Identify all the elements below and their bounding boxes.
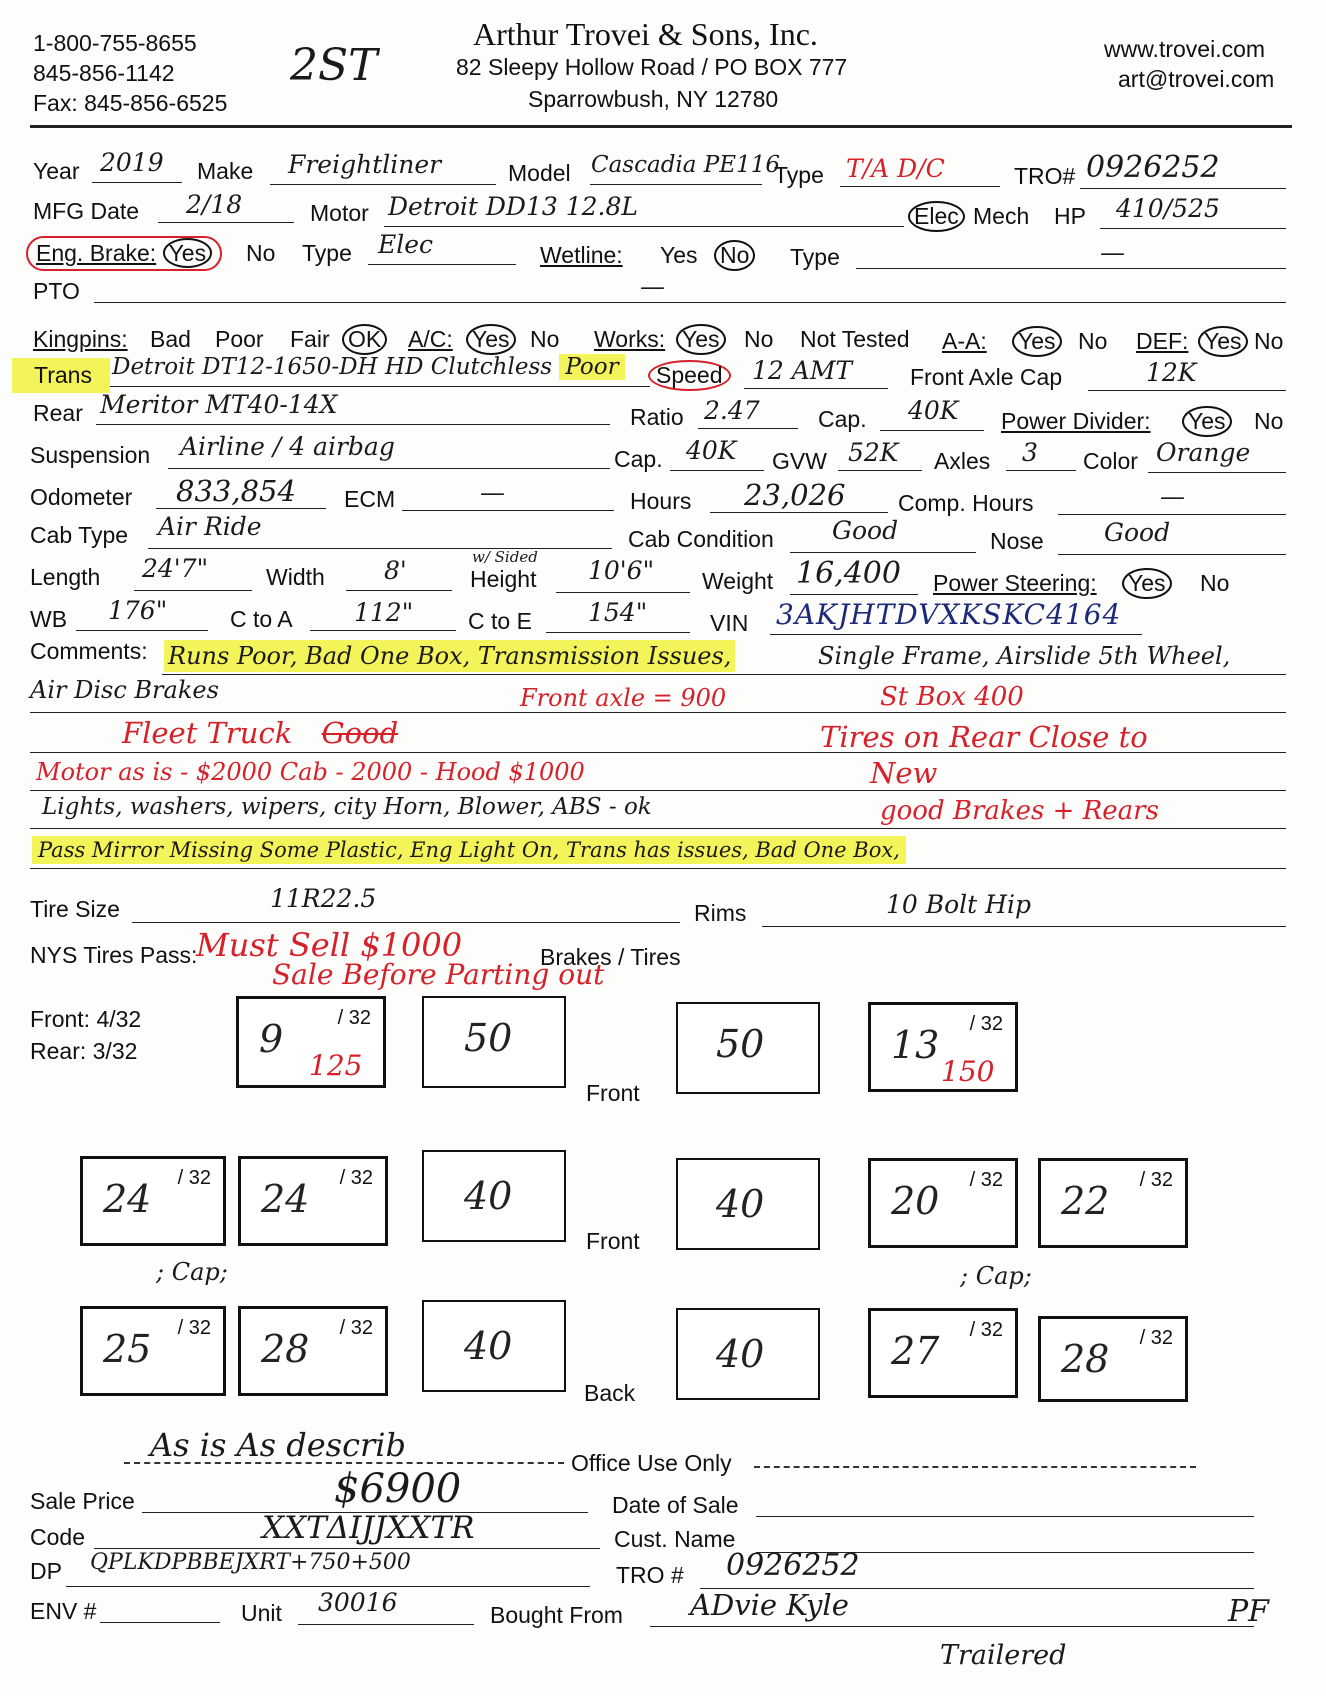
of-32-label: / 32: [177, 1317, 211, 1339]
tire-tread-value: 27: [891, 1329, 940, 1373]
kingpins-ok[interactable]: OK: [342, 324, 387, 355]
comment-line-4-red-2: New: [870, 756, 938, 790]
office-dash-right: [754, 1466, 1196, 1468]
tire-box-drive-front-outer-right[interactable]: [1038, 1158, 1188, 1248]
wetline-yes[interactable]: Yes: [660, 242, 698, 268]
comment-line-6-rule: [30, 868, 1286, 869]
hours-line: [710, 512, 888, 513]
tire-tread-value: 25: [103, 1327, 152, 1371]
year-label: Year: [33, 158, 80, 184]
tire-box-drive-front-outer-left[interactable]: [80, 1156, 226, 1246]
power-steering-label: Power Steering:: [933, 570, 1097, 596]
nose-line: [1058, 554, 1286, 555]
initials: PF: [1228, 1594, 1270, 1629]
axles-line: [1006, 470, 1076, 471]
eng-brake-label: Eng. Brake:: [36, 240, 157, 266]
rear-cap-label: Cap.: [818, 406, 867, 432]
wetline-label: Wetline:: [540, 242, 623, 268]
comment-line-3-red-group: [122, 716, 398, 750]
suspension-label: Suspension: [30, 442, 151, 468]
c-to-a-value[interactable]: 112": [354, 598, 414, 627]
tire-tread-value: 28: [1061, 1337, 1110, 1381]
hours-value[interactable]: 23,026: [744, 478, 846, 512]
comment-line-1: Single Frame, Airslide 5th Wheel,: [818, 642, 1231, 670]
tire-tread-value: 28: [261, 1327, 310, 1371]
wetline-type-line: [856, 268, 1286, 269]
cap-note-left: ; Cap;: [156, 1258, 228, 1286]
year-value[interactable]: 2019: [100, 148, 164, 177]
vin-value[interactable]: 3AKJHTDVXKSKC4164: [776, 598, 1122, 631]
nys-note-1: Must Sell $1000: [196, 926, 463, 964]
speed-label: Speed: [648, 360, 731, 391]
trans-line: [110, 386, 650, 387]
tro-office-value[interactable]: 0926252: [726, 1548, 860, 1583]
eng-brake-type-value[interactable]: Elec: [378, 230, 434, 259]
works-no[interactable]: No: [744, 326, 774, 352]
sale-price-value[interactable]: $6900: [334, 1466, 462, 1512]
color-label: Color: [1083, 448, 1138, 474]
cust-name-label: Cust. Name: [614, 1526, 736, 1552]
tire-tread-value: 24: [261, 1177, 310, 1221]
vin-label: VIN: [710, 610, 749, 636]
nose-value[interactable]: Good: [1104, 518, 1171, 547]
axle-label-front-1: Front: [586, 1080, 640, 1106]
bought-from-line: [650, 1626, 1254, 1627]
rims-value[interactable]: 10 Bolt Hip: [886, 890, 1031, 919]
ratio-value[interactable]: 2.47: [704, 396, 760, 425]
aa-label: A-A:: [942, 328, 987, 354]
dp-value[interactable]: QPLKDPBBEJXRT+750+500: [90, 1550, 411, 1575]
pto-value[interactable]: —: [640, 272, 665, 301]
hp-label: HP: [1054, 203, 1086, 229]
width-line: [346, 590, 452, 591]
gvw-line: [838, 470, 922, 471]
tro-line: [1080, 188, 1286, 189]
tire-box-steer-right[interactable]: [868, 1002, 1018, 1092]
front-tread-depth: Front: 4/32: [30, 1006, 142, 1032]
def-no[interactable]: No: [1254, 328, 1284, 354]
odometer-line: [156, 508, 326, 509]
speed-value[interactable]: 12 AMT: [752, 356, 853, 385]
cab-condition-label: Cab Condition: [628, 526, 774, 552]
comment-line-2-red: Front axle = 900: [520, 684, 727, 712]
type-value[interactable]: T/A D/C: [846, 154, 945, 183]
nys-note-2: Sale Before Parting out: [272, 958, 605, 991]
gvw-value[interactable]: 52K: [848, 438, 899, 467]
width-value[interactable]: 8': [384, 556, 407, 585]
brake-percent-value: 50: [716, 1022, 765, 1066]
comment-line-1-highlighted: Runs Poor, Bad One Box, Transmission Issues,: [164, 640, 735, 672]
rear-tread-depth: Rear: 3/32: [30, 1038, 138, 1064]
axles-value[interactable]: 3: [1022, 438, 1038, 467]
power-divider-no[interactable]: No: [1254, 408, 1284, 434]
tire-tread-value: 24: [103, 1177, 152, 1221]
comment-line-3-red-2: Tires on Rear Close to: [820, 720, 1148, 754]
header-divider: [30, 125, 1292, 128]
front-axle-cap-value[interactable]: 12K: [1146, 358, 1197, 387]
c-to-e-label: C to E: [468, 608, 532, 634]
as-is-note: As is As describ: [150, 1426, 407, 1464]
power-steering-yes[interactable]: Yes: [1122, 568, 1172, 599]
tro-office-label: TRO #: [616, 1562, 684, 1588]
make-label: Make: [197, 158, 254, 184]
nys-tires-pass-label: NYS Tires Pass:: [30, 942, 198, 968]
eng-brake-group: [26, 236, 222, 271]
tro-label: TRO#: [1014, 163, 1076, 189]
comment-line-6-highlighted: Pass Mirror Missing Some Plastic, Eng Light On, Trans has issues, Bad One Box,: [32, 836, 906, 864]
cab-type-line: [148, 548, 612, 549]
cab-condition-line: [790, 552, 976, 553]
gvw-label: GVW: [772, 448, 827, 474]
comment-line-5: Lights, washers, wipers, city Horn, Blower, ABS - ok: [42, 794, 652, 820]
kingpins-poor[interactable]: Poor: [215, 326, 264, 352]
type-line: [840, 186, 1000, 187]
rear-cap-line: [880, 430, 984, 431]
tire-size-value[interactable]: 11R22.5: [270, 884, 377, 913]
rear-value[interactable]: Meritor MT40-14X: [100, 390, 338, 419]
elec-option[interactable]: Elec: [908, 201, 965, 232]
tire-tread-value: 22: [1061, 1179, 1110, 1223]
make-value[interactable]: Freightliner: [288, 150, 442, 179]
of-32-label: / 32: [969, 1169, 1003, 1191]
model-label: Model: [508, 160, 571, 186]
rear-label: Rear: [33, 400, 83, 426]
website-link[interactable]: www.trovei.com: [1104, 36, 1266, 62]
make-line: [270, 184, 496, 185]
ratio-label: Ratio: [630, 404, 684, 430]
trans-value-group: [112, 354, 625, 380]
address-line-2: Sparrowbush, NY 12780: [528, 86, 779, 112]
length-value[interactable]: 24'7": [142, 554, 209, 583]
brakes-tires-label: Brakes / Tires: [540, 944, 681, 970]
comment-line-5-red: good Brakes + Rears: [880, 796, 1159, 826]
c-to-e-value[interactable]: 154": [588, 598, 648, 627]
comp-hours-line: [1058, 514, 1286, 515]
brake-percent-value: 40: [716, 1182, 765, 1226]
ratio-line: [698, 428, 798, 429]
comp-hours-label: Comp. Hours: [898, 490, 1034, 516]
c-to-a-line: [310, 630, 456, 631]
model-value[interactable]: Cascadia PE116: [591, 152, 780, 178]
wetline-no[interactable]: No: [714, 240, 755, 271]
comments-label: Comments:: [30, 638, 148, 664]
of-32-label: / 32: [339, 1317, 373, 1339]
tire-box-drive-rear-inner-right[interactable]: [868, 1308, 1018, 1398]
tire-box-drive-front-brake-right[interactable]: [676, 1158, 820, 1250]
odometer-value[interactable]: 833,854: [176, 474, 296, 508]
comment-line-3-red: Fleet Truck: [122, 716, 293, 750]
cab-condition-value[interactable]: Good: [832, 516, 899, 545]
pto-line: [94, 302, 1286, 303]
tire-box-drive-rear-outer-left[interactable]: [80, 1306, 226, 1396]
tire-tread-value: 20: [891, 1179, 940, 1223]
office-use-only-label: Office Use Only: [571, 1450, 732, 1476]
power-steering-no[interactable]: No: [1200, 570, 1230, 596]
env-label: ENV #: [30, 1598, 97, 1624]
axles-label: Axles: [934, 448, 991, 474]
speed-line: [744, 388, 888, 389]
of-32-label: / 32: [969, 1013, 1003, 1035]
brake-value: 125: [309, 1049, 363, 1082]
odometer-label: Odometer: [30, 484, 133, 510]
ac-yes[interactable]: Yes: [466, 324, 516, 355]
works-yes[interactable]: Yes: [676, 324, 726, 355]
comment-line-2-red-2: St Box 400: [880, 682, 1024, 712]
year-line: [92, 182, 182, 183]
tire-box-brake-left[interactable]: [422, 996, 566, 1088]
hp-value[interactable]: 410/525: [1116, 194, 1220, 223]
tire-box-drive-rear-brake-right[interactable]: [676, 1308, 820, 1400]
weight-line: [790, 594, 918, 595]
mfg-date-label: MFG Date: [33, 198, 140, 224]
cab-type-label: Cab Type: [30, 522, 129, 548]
cap-note-right: ; Cap;: [960, 1262, 1032, 1290]
comment-line-4-rule: [30, 790, 1286, 791]
comment-line-2: Air Disc Brakes: [30, 676, 219, 704]
front-axle-cap-line: [1088, 390, 1286, 391]
eng-brake-no[interactable]: No: [246, 240, 276, 266]
dp-line: [66, 1586, 590, 1587]
def-yes[interactable]: Yes: [1198, 326, 1248, 357]
c-to-e-line: [546, 632, 690, 633]
def-label: DEF:: [1136, 328, 1189, 354]
tire-size-label: Tire Size: [30, 896, 120, 922]
tire-box-drive-rear-inner-left[interactable]: [238, 1306, 388, 1396]
brake-percent-value: 50: [464, 1016, 513, 1060]
comment-line-1-rule: [162, 674, 1286, 675]
height-line: [556, 592, 690, 593]
mfg-date-line: [158, 222, 294, 223]
tire-box-brake-right[interactable]: [676, 1002, 820, 1094]
trans-note: Poor: [559, 354, 624, 380]
wetline-type-value[interactable]: —: [1100, 238, 1125, 267]
tire-box-drive-front-inner-left[interactable]: [238, 1156, 388, 1246]
works-label: Works:: [594, 326, 666, 352]
unit-line: [298, 1624, 474, 1625]
brake-percent-value: 40: [464, 1174, 513, 1218]
color-line: [1148, 472, 1286, 473]
rear-cap-value[interactable]: 40K: [908, 396, 959, 425]
vin-line: [770, 634, 1142, 635]
office-dash-left: [124, 1462, 564, 1464]
of-32-label: / 32: [969, 1319, 1003, 1341]
comment-line-4-red: Motor as is - $2000 Cab - 2000 - Hood $1000: [36, 758, 585, 786]
power-divider-label: Power Divider:: [1001, 408, 1151, 434]
comment-line-3-rule: [30, 752, 1286, 753]
code-label: Code: [30, 1524, 85, 1550]
width-label: Width: [266, 564, 325, 590]
height-label: Height: [470, 566, 537, 592]
trailered-note: Trailered: [940, 1640, 1067, 1671]
type-label: Type: [774, 162, 824, 188]
tire-box-drive-front-inner-right[interactable]: [868, 1158, 1018, 1248]
rims-line: [762, 926, 1286, 927]
sale-price-label: Sale Price: [30, 1488, 135, 1514]
env-line: [100, 1622, 220, 1623]
weight-value[interactable]: 16,400: [796, 556, 901, 591]
bought-from-value[interactable]: ADvie Kyle: [690, 1588, 849, 1622]
susp-cap-value[interactable]: 40K: [686, 436, 737, 465]
height-value[interactable]: 10'6": [588, 556, 655, 585]
phone-1: 1-800-755-8655: [33, 30, 197, 56]
comment-line-2-rule: [30, 712, 1286, 713]
ac-no[interactable]: No: [530, 326, 560, 352]
address-line-1: 82 Sleepy Hollow Road / PO BOX 777: [456, 54, 848, 80]
ecm-line: [402, 510, 614, 511]
nose-label: Nose: [990, 528, 1044, 554]
mech-option[interactable]: Mech: [973, 203, 1030, 229]
length-line: [134, 590, 252, 591]
tire-box-steer-left[interactable]: [236, 996, 386, 1088]
eng-brake-yes[interactable]: Yes: [163, 238, 213, 268]
fax: Fax: 845-856-6525: [33, 90, 228, 116]
trans-label: Trans: [12, 358, 110, 393]
tro-value[interactable]: 0926252: [1086, 150, 1220, 185]
kingpins-label: Kingpins:: [33, 326, 128, 352]
susp-cap-label: Cap.: [614, 446, 663, 472]
date-of-sale-label: Date of Sale: [612, 1492, 739, 1518]
axle-label-front-2: Front: [586, 1228, 640, 1254]
mfg-date-value[interactable]: 2/18: [186, 190, 243, 219]
brake-value: 150: [941, 1055, 995, 1088]
length-label: Length: [30, 564, 101, 590]
rims-label: Rims: [694, 900, 747, 926]
of-32-label: / 32: [339, 1167, 373, 1189]
tire-tread-value: 13: [891, 1023, 940, 1067]
phone-2: 845-856-1142: [33, 60, 175, 86]
c-to-a-label: C to A: [230, 606, 293, 632]
cab-type-value[interactable]: Air Ride: [158, 512, 262, 541]
suspension-line: [168, 468, 610, 469]
hours-label: Hours: [630, 488, 692, 514]
dp-label: DP: [30, 1558, 62, 1584]
of-32-label: / 32: [337, 1007, 371, 1029]
height-note: w/ Sided: [472, 548, 538, 566]
tire-box-drive-rear-outer-right[interactable]: [1038, 1316, 1188, 1402]
brake-percent-value: 40: [716, 1332, 765, 1376]
unit-label: Unit: [241, 1600, 282, 1626]
works-not-tested[interactable]: Not Tested: [800, 326, 910, 352]
company-name: Arthur Trovei & Sons, Inc.: [473, 16, 818, 52]
motor-label: Motor: [310, 200, 369, 226]
wb-value[interactable]: 176": [108, 596, 168, 625]
suspension-value[interactable]: Airline / 4 airbag: [180, 432, 395, 461]
ecm-value[interactable]: —: [480, 478, 505, 507]
wb-line: [76, 630, 208, 631]
comment-line-5-rule: [30, 828, 1286, 829]
code-line: [94, 1548, 600, 1549]
weight-label: Weight: [702, 568, 774, 594]
axle-label-back: Back: [584, 1380, 636, 1406]
tire-box-drive-front-brake-left[interactable]: [422, 1150, 566, 1242]
motor-value[interactable]: Detroit DD13 12.8L: [388, 192, 638, 221]
code-mark: 2ST: [290, 40, 378, 91]
pto-label: PTO: [33, 278, 80, 304]
unit-value[interactable]: 30016: [318, 1588, 398, 1617]
code-value[interactable]: XXTΔIJJXXTR: [262, 1510, 475, 1546]
email-link[interactable]: art@trovei.com: [1118, 66, 1275, 92]
front-axle-cap-label: Front Axle Cap: [910, 364, 1063, 390]
of-32-label: / 32: [1139, 1327, 1173, 1349]
eng-brake-type-label: Type: [302, 240, 352, 266]
color-value[interactable]: Orange: [1156, 438, 1251, 467]
kingpins-fair[interactable]: Fair: [290, 326, 330, 352]
susp-cap-line: [670, 470, 764, 471]
date-of-sale-line: [756, 1516, 1254, 1517]
of-32-label: / 32: [177, 1167, 211, 1189]
power-divider-yes[interactable]: Yes: [1182, 406, 1232, 437]
wb-label: WB: [30, 606, 68, 632]
hp-line: [1100, 228, 1286, 229]
brake-percent-value: 40: [464, 1324, 513, 1368]
eng-brake-type-line: [368, 264, 516, 265]
ecm-label: ECM: [344, 486, 396, 512]
ac-label: A/C:: [408, 326, 453, 352]
tire-box-drive-rear-brake-left[interactable]: [422, 1300, 566, 1392]
of-32-label: / 32: [1139, 1169, 1173, 1191]
rear-line: [96, 424, 610, 425]
bought-from-label: Bought From: [490, 1602, 623, 1628]
tire-size-line: [132, 922, 680, 923]
comp-hours-value[interactable]: —: [1160, 482, 1185, 511]
wetline-type-label: Type: [790, 244, 840, 270]
tire-tread-value: 9: [259, 1017, 284, 1061]
motor-line: [384, 226, 904, 227]
kingpins-bad[interactable]: Bad: [150, 326, 191, 352]
model-line: [590, 184, 762, 185]
aa-no[interactable]: No: [1078, 328, 1108, 354]
aa-yes[interactable]: Yes: [1012, 326, 1062, 357]
comment-line-3-struck: Good: [321, 716, 399, 750]
trans-value[interactable]: Detroit DT12-1650-DH HD Clutchless: [112, 354, 553, 380]
